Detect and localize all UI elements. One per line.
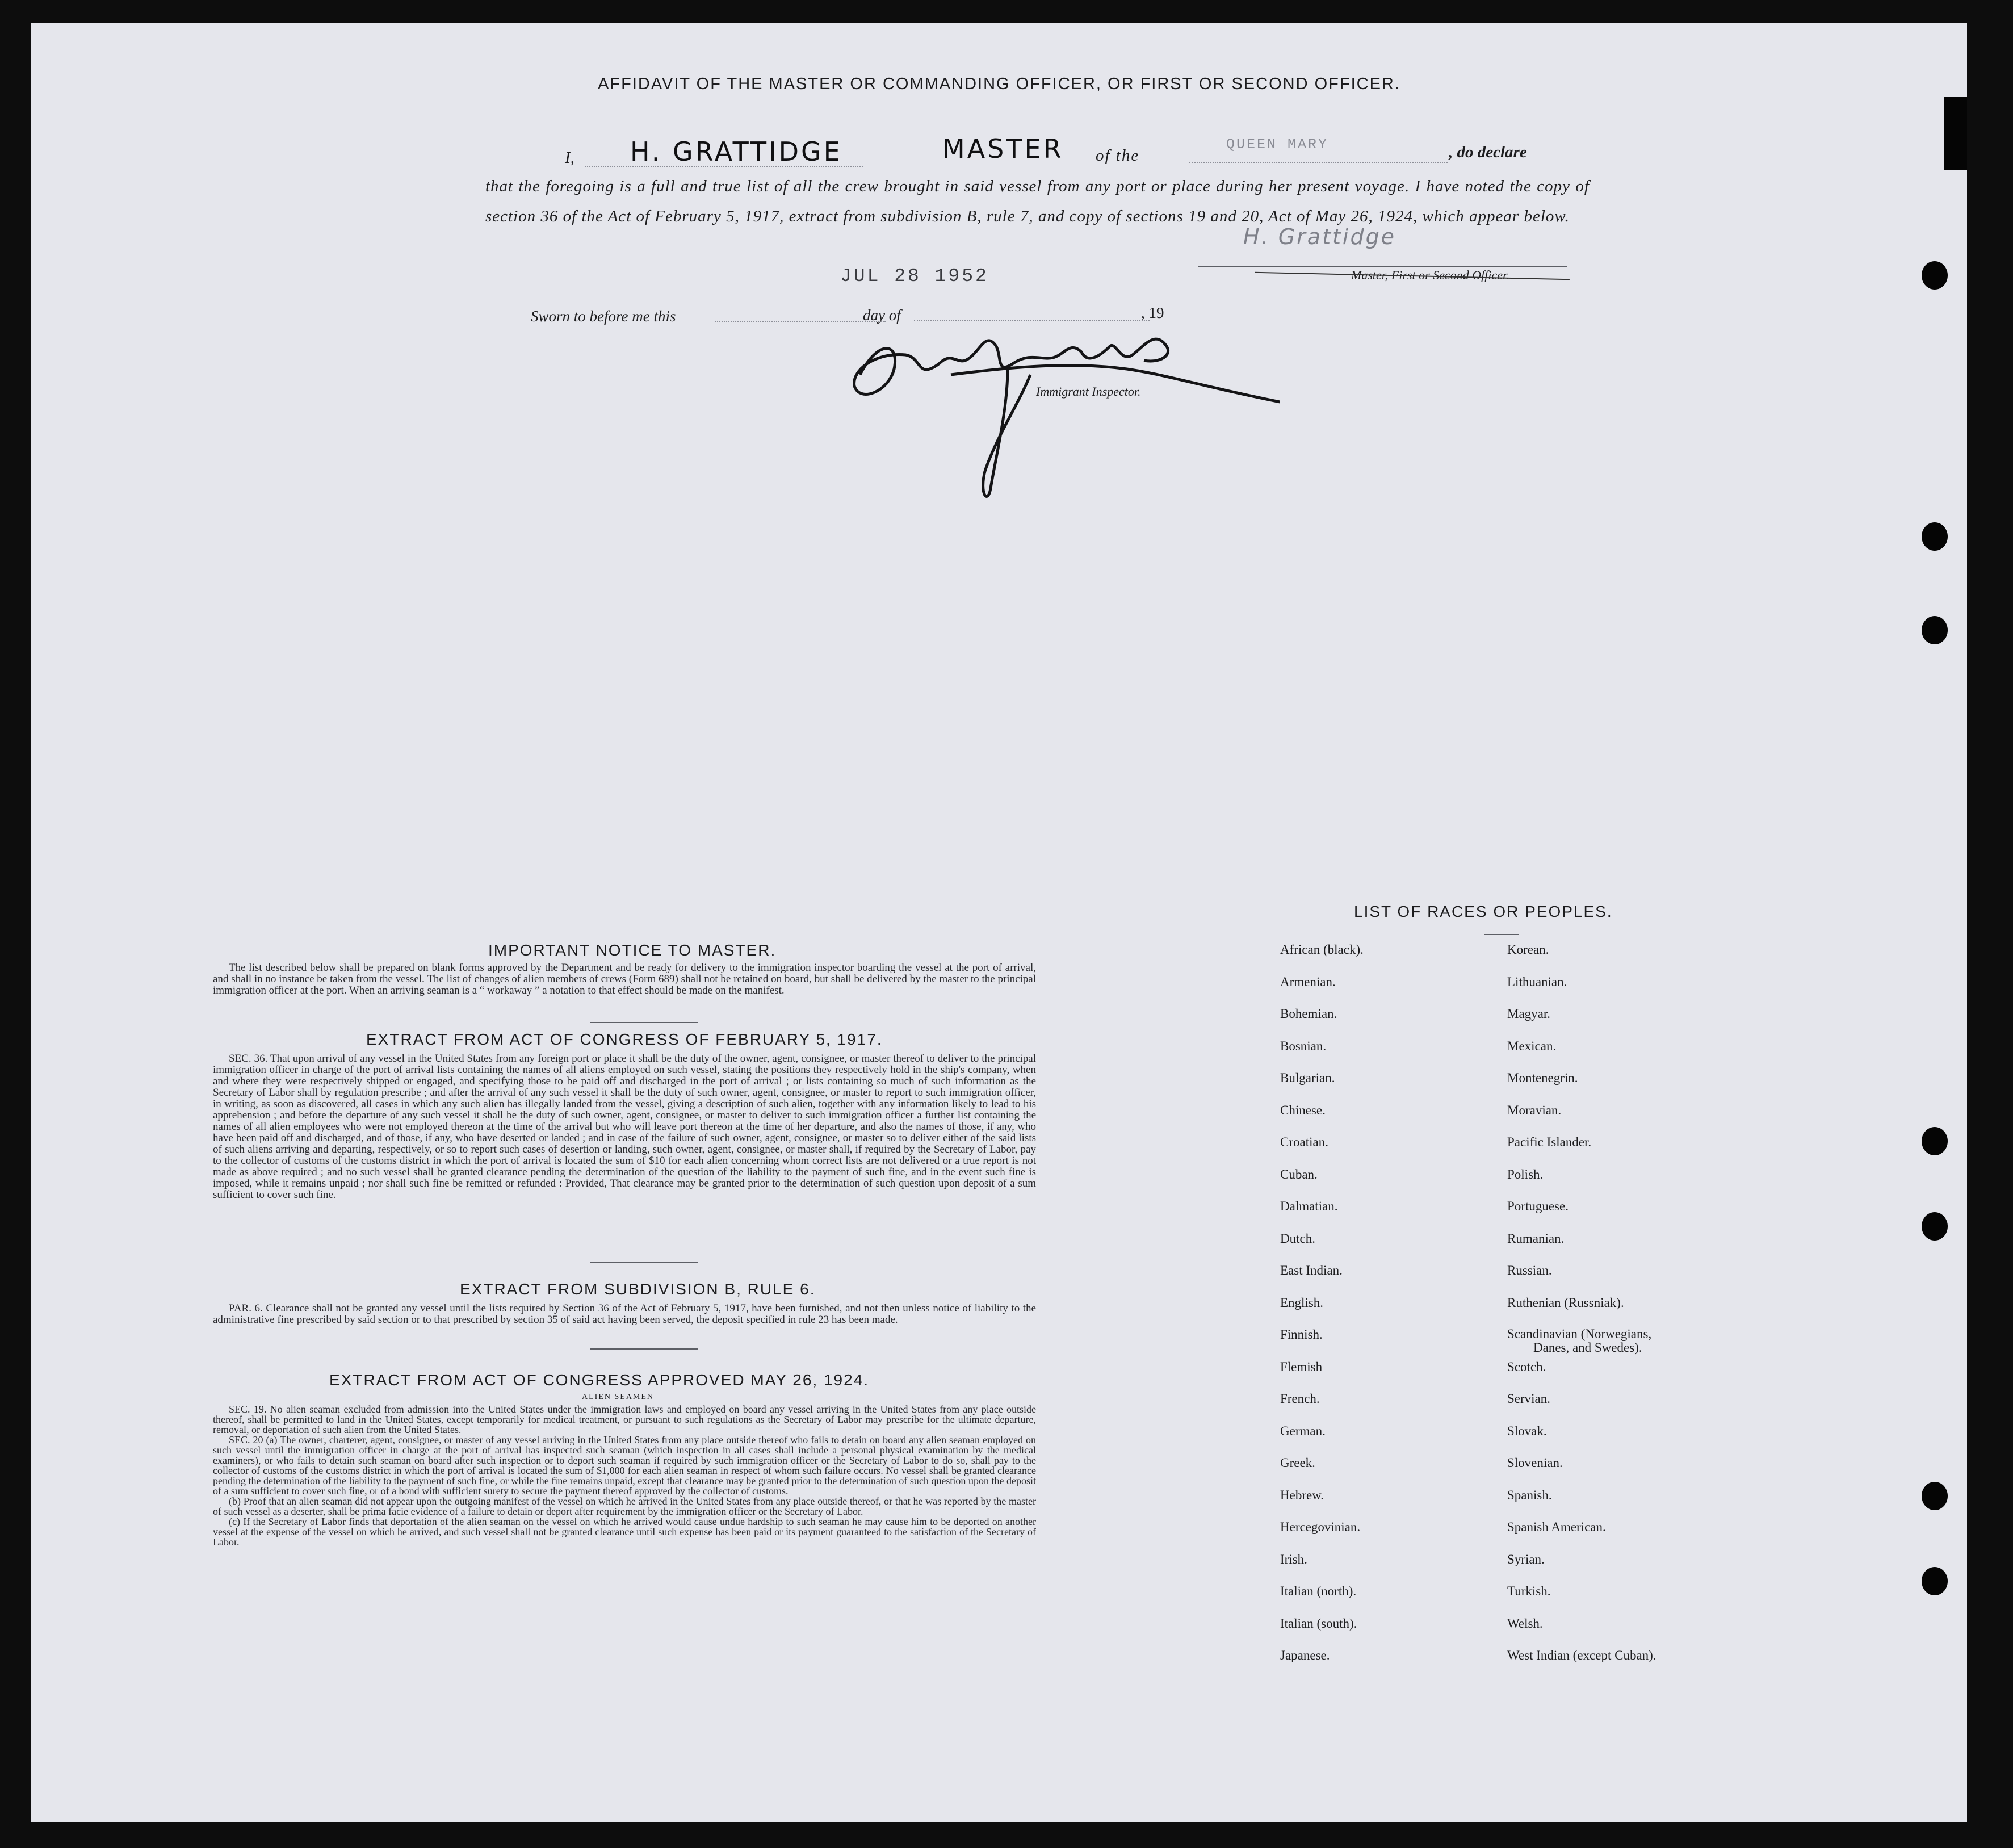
race-item: Montenegrin.: [1507, 1071, 1578, 1085]
notice-text: [213, 962, 1036, 996]
affidavit-title: AFFIDAVIT OF THE MASTER OR COMMANDING OFFICER, OR FIRST OR SECOND OFFICER.: [598, 75, 1400, 93]
race-item: Korean.: [1507, 942, 1549, 957]
race-item: Syrian.: [1507, 1552, 1545, 1566]
race-item: African (black).: [1280, 942, 1364, 957]
extract-rule6-title: EXTRACT FROM SUBDIVISION B, RULE 6.: [460, 1280, 816, 1298]
race-item-text: Scandinavian (Norwegians,: [1507, 1327, 1652, 1341]
name-fill-line: [585, 166, 863, 167]
extract-1924-title: EXTRACT FROM ACT OF CONGRESS APPROVED MAY 26, 1924.: [329, 1371, 870, 1389]
inspector-caption: Immigrant Inspector.: [1036, 384, 1141, 399]
punch-hole: [1922, 261, 1948, 290]
master-signature-caption: Master, First or Second Officer.: [1351, 268, 1509, 282]
of-the-label: of the: [1096, 146, 1140, 165]
race-item: Slovak.: [1507, 1423, 1547, 1438]
race-item: Japanese.: [1280, 1648, 1330, 1662]
paragraph-6: PAR. 6. Clearance shall not be granted any vessel until the lists required by Section 36 of the Act of February 5, 1917, have been furnished, and not then unless notice of liability to the administrative fine prescribed by said section or to that prescribed by section 35 of said act having been served, the deposit specified in rule 23 has been made.: [213, 1302, 1036, 1326]
races-title: LIST OF RACES OR PEOPLES.: [1354, 903, 1613, 920]
inspector-signature-scrawl: [826, 307, 1280, 511]
race-item: Finnish.: [1280, 1327, 1323, 1342]
races-column-1: [1280, 942, 1364, 1681]
race-item: West Indian (except Cuban).: [1507, 1648, 1656, 1662]
notice-title: IMPORTANT NOTICE TO MASTER.: [488, 941, 777, 959]
race-item: Bosnian.: [1280, 1038, 1327, 1053]
alien-seamen-subtitle: ALIEN SEAMEN: [582, 1393, 655, 1401]
race-item: Greek.: [1280, 1456, 1315, 1470]
punch-hole: [1922, 616, 1948, 644]
race-item: Chinese.: [1280, 1103, 1326, 1117]
race-item: Bohemian.: [1280, 1007, 1337, 1021]
race-item: Slovenian.: [1507, 1456, 1563, 1470]
i-label: I,: [565, 149, 574, 167]
race-item: Bulgarian.: [1280, 1071, 1335, 1085]
race-item: Italian (north).: [1280, 1584, 1357, 1598]
race-item: Turkish.: [1507, 1584, 1551, 1598]
do-declare-label: , do declare: [1449, 143, 1527, 161]
race-item: Spanish.: [1507, 1487, 1552, 1502]
race-item: Hebrew.: [1280, 1487, 1324, 1502]
race-item: Croatian.: [1280, 1135, 1328, 1149]
binder-tab: [1944, 97, 1967, 170]
race-item: Polish.: [1507, 1167, 1544, 1181]
race-item: French.: [1280, 1392, 1320, 1406]
extract-rule6-text: [213, 1303, 1036, 1326]
race-item: Mexican.: [1507, 1038, 1557, 1053]
race-item: Scotch.: [1507, 1359, 1546, 1374]
punch-hole: [1922, 522, 1948, 551]
day-of-label: day of: [863, 307, 901, 324]
section-19-paragraph: SEC. 19. No alien seaman excluded from admission into the United States under the immigration laws and employed on board any vessel arriving in the United States from any place outside thereof, shall be permitted to land in the United States, except temporarily for medical treatment, or pursuant to such regulations as the Secretary of Labor may prescribe for the ultimate departure, removal, or deportation of such alien from the United States.: [213, 1403, 1036, 1435]
race-item: Italian (south).: [1280, 1616, 1357, 1631]
race-item-scandinavian: [1507, 1327, 1656, 1360]
race-item: Lithuanian.: [1507, 974, 1567, 989]
section-36-paragraph: SEC. 36. That upon arrival of any vessel in the United States from any foreign port or place it shall be the duty of the owner, agent, consignee, or master thereof to deliver to the principal immigration officer in charge of the port of arrival lists containing the names of all aliens employed on such vessel, stating the positions they respectively hold in the ship's company, when and where they were respectively shipped or engaged, and specifying those to be paid off and discharged in the port of arrival ; or lists containing so much of such information as the Secretary of Labor shall by regulation prescribe ; and after the arrival of any such vessel it shall be the duty of such owner, agent, consignee, or master to report to such immigration officer, in writing, as soon as discovered, all cases in which any such alien has illegally landed from the vessel, giving a description of such alien, together with any information likely to lead to his apprehension ; and before the departure of any such vessel it shall be the duty of such owner, agent, consignee, or master to deliver to such immigration officer a further list containing the names of all alien employees who were not employed thereon at the time of the arrival but who will leave port thereon at the time of her departure, and also the names of those, if any, who have been paid off and discharged, and of those, if any, who have deserted or landed ; and in case of the failure of such owner, agent, consignee, or master so to deliver either of the said lists of such aliens arriving and departing, respectively, or so to report such cases of desertion or landing, such owner, agent, consignee, or master shall, if required by the Secretary of Labor, pay to the collector of customs of the customs district in which the port of arrival is located the sum of $10 for each alien concerning whom correct lists are not delivered or a true report is not made as above required ; and no such vessel shall be granted clearance pending the determination of the question of the liability to the payment of such fine, and in the event such fine is imposed, while it remains unpaid ; nor shall such fine be remitted or refunded : Provided, That clearance may be granted prior to the determination of such question upon deposit of a sum sufficient to cover such fine.: [213, 1053, 1036, 1201]
race-item: Moravian.: [1507, 1103, 1562, 1117]
punch-hole: [1922, 1127, 1948, 1155]
race-item: German.: [1280, 1423, 1326, 1438]
races-divider: [1484, 934, 1519, 935]
race-item: Portuguese.: [1507, 1199, 1569, 1213]
master-rank-handwritten: MASTER: [942, 133, 1064, 164]
divider-3: [590, 1348, 698, 1350]
race-item: Cuban.: [1280, 1167, 1318, 1181]
date-stamp: JUL 28 1952: [840, 266, 989, 287]
race-item: Dalmatian.: [1280, 1199, 1338, 1213]
race-item: Hercegovinian.: [1280, 1520, 1361, 1534]
master-name-handwritten: H. GRATTIDGE: [630, 136, 842, 167]
race-item: Rumanian.: [1507, 1231, 1565, 1246]
section-20c-paragraph: (c) If the Secretary of Labor finds that deportation of the alien seaman on the vessel on which he arrived would cause undue hardship to such seaman he may cause him to be deported on another vessel at the expense of the vessel on which he arrived, and such vessel shall not be granted clearance until such expense has been paid or its payment guaranteed to the satisfaction of the Secretary of Labor.: [213, 1516, 1036, 1548]
inspector-signature-text: [866, 329, 869, 330]
section-20b-paragraph: (b) Proof that an alien seaman did not appear upon the outgoing manifest of the vessel on which he arrived in the United States from any place outside thereof, or that he was reported by the master of such vessel as a deserter, shall be prima facie evidence of a failure to detain or deport after requirement by the immigration officer or the Secretary of Labor.: [213, 1495, 1036, 1517]
punch-hole: [1922, 1482, 1948, 1510]
divider-2: [590, 1262, 698, 1263]
race-item: Spanish American.: [1507, 1520, 1606, 1534]
race-item: Ruthenian (Russniak).: [1507, 1295, 1624, 1310]
master-signature: H. Grattidge: [1243, 224, 1396, 249]
race-item: Armenian.: [1280, 974, 1336, 989]
race-item: Pacific Islander.: [1507, 1135, 1592, 1149]
race-item: Flemish: [1280, 1359, 1323, 1374]
race-item: East Indian.: [1280, 1263, 1343, 1277]
master-signature-line: [1198, 266, 1567, 267]
declaration-text: that the foregoing is a full and true list of all the crew brought in said vessel from any port or place during her present voyage. I have noted the copy of section 36 of the Act of February 5, 1917, extract from subdivision B, rule 7, and copy of sections 19 and 20, Act of May 26, 1924, which appear below.: [485, 177, 1590, 225]
notice-paragraph: The list described below shall be prepared on blank forms approved by the Department and be ready for delivery to the immigration inspector boarding the vessel at the port of arrival, and shall in no instance be taken from the vessel. The list of changes of alien members of crews (Form 689) shall not be retained on board, but shall be delivered by the master to the principal immigration officer at the port. When an arriving seaman is a “ workaway ” a notation to that effect should be made on the manifest.: [213, 962, 1036, 996]
vessel-fill-line: [1189, 162, 1448, 163]
vessel-name-typed: QUEEN MARY: [1226, 136, 1329, 153]
sworn-text: Sworn to before me this: [531, 308, 676, 325]
punch-hole: [1922, 1212, 1948, 1241]
extract-1917-title: EXTRACT FROM ACT OF CONGRESS OF FEBRUARY 5, 1917.: [366, 1030, 883, 1048]
race-item-continuation: Danes, and Swedes).: [1533, 1340, 1642, 1355]
race-item: Dutch.: [1280, 1231, 1315, 1246]
extract-1924-text: [213, 1404, 1036, 1547]
race-item: Russian.: [1507, 1263, 1552, 1277]
race-item: Magyar.: [1507, 1007, 1551, 1021]
divider-1: [590, 1022, 698, 1023]
race-item: English.: [1280, 1295, 1324, 1310]
punch-hole: [1922, 1567, 1948, 1595]
year-prefix: , 19: [1141, 304, 1164, 321]
race-item: Welsh.: [1507, 1616, 1543, 1631]
race-item: Servian.: [1507, 1392, 1551, 1406]
races-column-2: [1507, 942, 1656, 1681]
extract-1917-text: [213, 1053, 1036, 1201]
document-page: [31, 23, 1967, 1822]
section-20a-paragraph: SEC. 20 (a) The owner, charterer, agent, consignee, or master of any vessel arriving in the United States from any place outside thereof who fails to detain on board any alien seaman employed on such vessel until the immigration officer in charge at the port of arrival has inspected such seaman (which inspection in all cases shall include a personal physical examination by the medical examiners), or who fails to detain such seaman on board after such inspection or to deport such seaman if required by such immigration officer or the Secretary of Labor to do so, shall pay to the collector of customs of the customs district in which the port of arrival is located the sum of $1,000 for each alien seaman in respect of whom such failure occurs. No vessel shall be granted clearance pending the determination of the liability to the payment of such fine, or while the fine remains unpaid, except that clearance may be granted prior to the determination of such question upon the deposit of a sum sufficient to cover such fine, or of a bond with sufficient surety to secure the payment thereof approved by the collector of customs.: [213, 1434, 1036, 1497]
race-item: Irish.: [1280, 1552, 1307, 1566]
